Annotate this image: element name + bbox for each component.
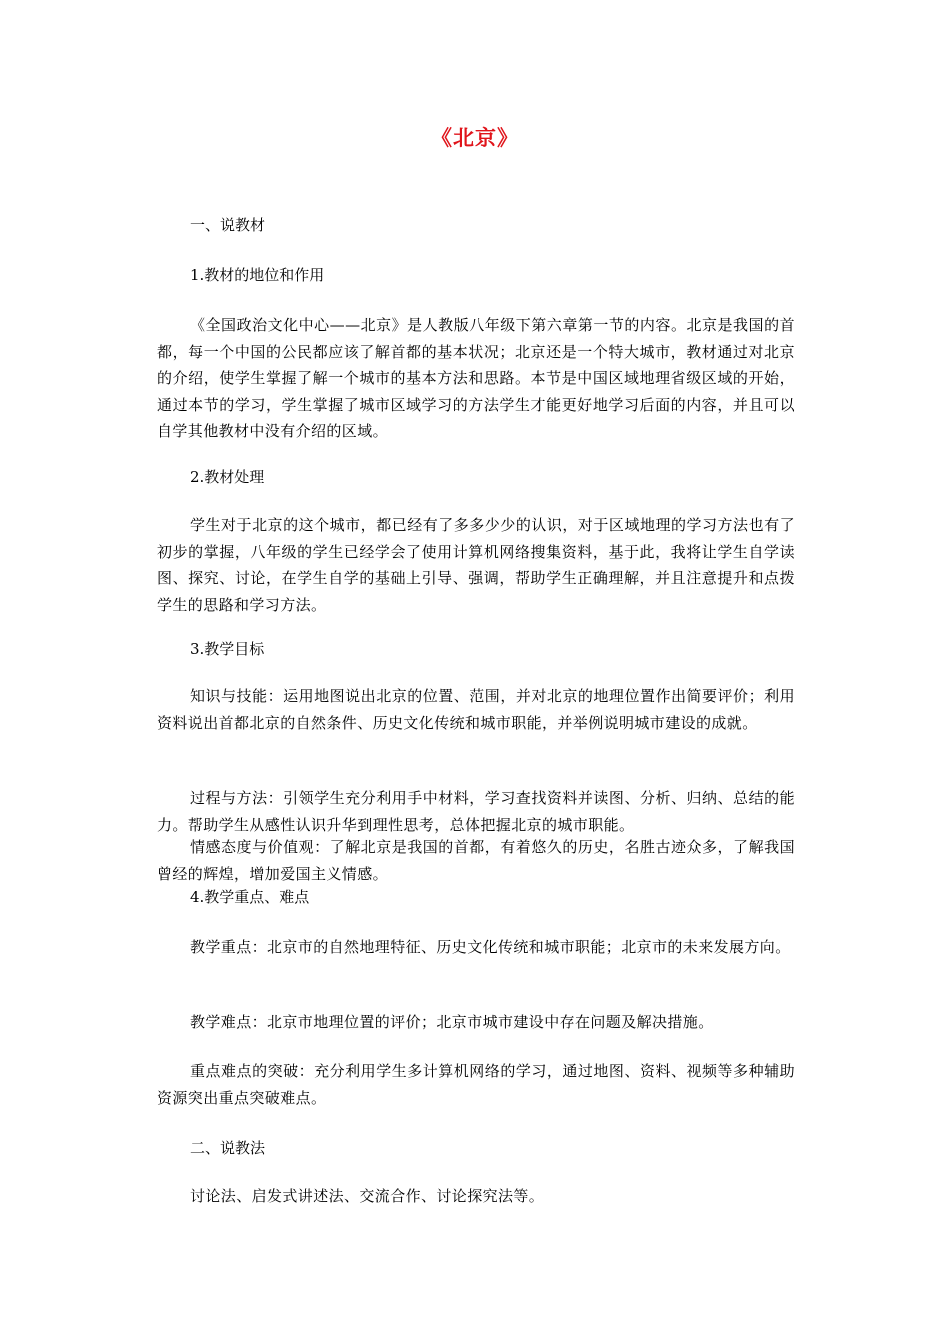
paragraph-breakthrough: 重点难点的突破：充分利用学生多计算机网络的学习，通过地图、资料、视频等多种辅助资源突出重点突破难点。 bbox=[157, 1062, 795, 1107]
paragraph-process-methods: 过程与方法：引领学生充分利用手中材料，学习查找资料并读图、分析、归纳、总结的能力。帮助学生从感性认识升华到理性思考，总体把握北京的城市职能。 bbox=[157, 789, 795, 834]
paragraph-emotion-values: 情感态度与价值观：了解北京是我国的首都，有着悠久的历史，名胜古迹众多，了解我国曾经的辉煌，增加爱国主义情感。 bbox=[157, 838, 795, 883]
subheading-teaching-goals: 3.教学目标 bbox=[190, 640, 265, 658]
paragraph-textbook-handling: 学生对于北京的这个城市，都已经有了多多少少的认识，对于区域地理的学习方法也有了初步的掌握，八年级的学生已经学会了使用计算机网络搜集资料，基于此，我将让学生自学读图、探究、讨论，在学生自学的基础上引导、强调，帮助学生正确理解，并且注意提升和点拨学生的思路和学习方法。 bbox=[157, 516, 795, 614]
document-title: 《北京》 bbox=[431, 126, 519, 150]
paragraph-teaching-methods: 讨论法、启发式讲述法、交流合作、讨论探究法等。 bbox=[190, 1187, 545, 1205]
paragraph-difficult-points: 教学难点：北京市地理位置的评价；北京市城市建设中存在问题及解决措施。 bbox=[190, 1013, 714, 1031]
subheading-key-difficult-points: 4.教学重点、难点 bbox=[190, 888, 310, 906]
paragraph-knowledge-skills: 知识与技能：运用地图说出北京的位置、范围，并对北京的地理位置作出简要评价；利用资料说出首都北京的自然条件、历史文化传统和城市职能，并举例说明城市建设的成就。 bbox=[157, 687, 795, 732]
paragraph-textbook-position: 《全国政治文化中心——北京》是人教版八年级下第六章第一节的内容。北京是我国的首都，每一个中国的公民都应该了解首都的基本状况；北京还是一个特大城市，教材通过对北京的介绍，使学生掌握了解一个城市的基本方法和思路。本节是中国区域地理省级区域的开始，通过本节的学习，学生掌握了城市区域学习的方法学生才能更好地学习后面的内容，并且可以自学其他教材中没有介绍的区域。 bbox=[157, 316, 795, 440]
section-heading-shuo-jiaofa: 二、说教法 bbox=[190, 1139, 266, 1157]
paragraph-key-points: 教学重点：北京市的自然地理特征、历史文化传统和城市职能；北京市的未来发展方向。 bbox=[190, 938, 791, 956]
section-heading-shuo-jiaocai: 一、说教材 bbox=[190, 216, 266, 234]
subheading-textbook-position: 1.教材的地位和作用 bbox=[190, 266, 325, 284]
subheading-textbook-handling: 2.教材处理 bbox=[190, 468, 265, 486]
